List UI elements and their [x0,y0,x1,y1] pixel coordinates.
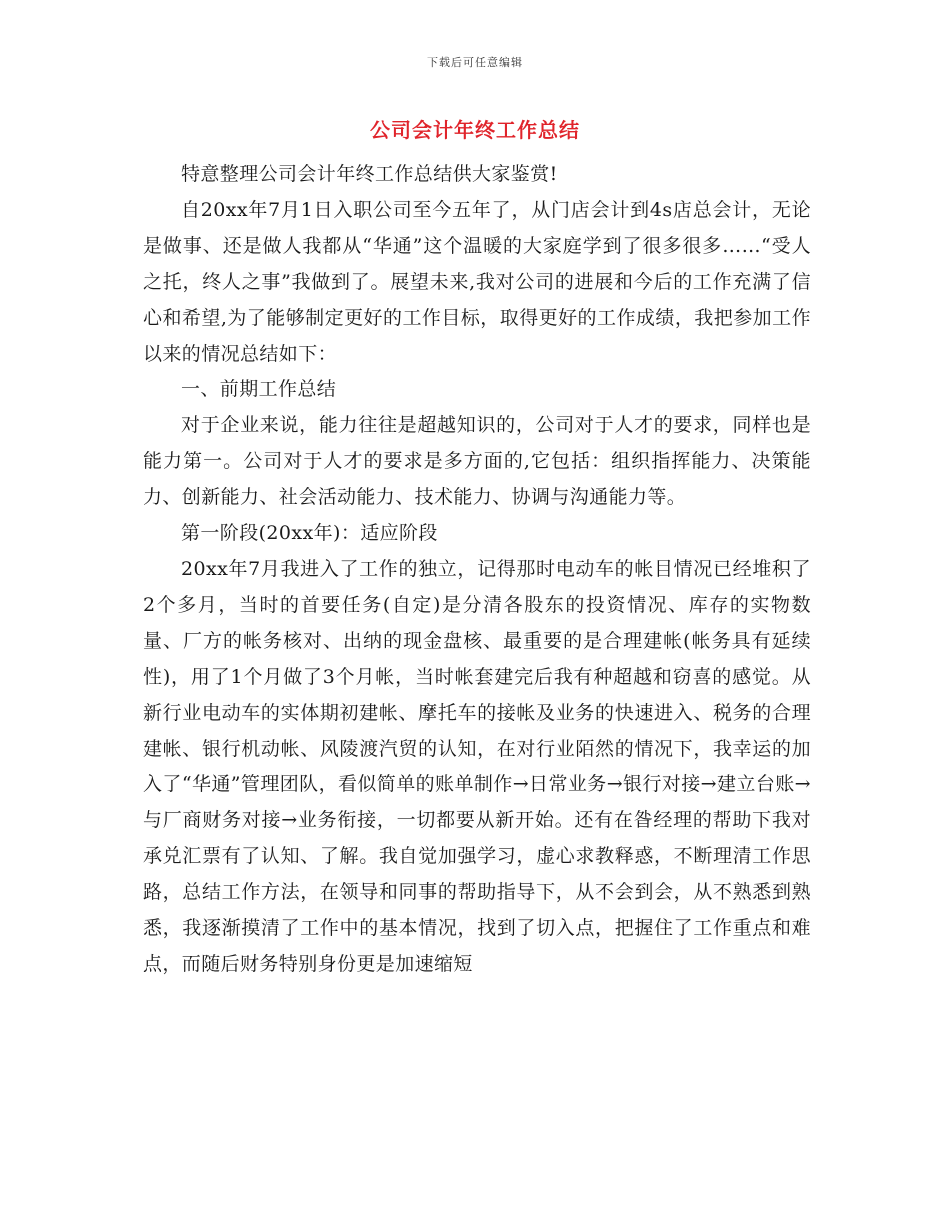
paragraph-intro: 特意整理公司会计年终工作总结供大家鉴赏! [181,163,558,185]
section-heading-1: 一、前期工作总结 [181,378,337,401]
header-note: 下载后可任意编辑 [427,56,523,69]
stage-heading-1: 第一阶段(20xx年)：适应阶段 [181,522,438,545]
document-body [143,157,811,983]
paragraph-overview: 自20xx年7月1日入职公司至今五年了，从门店会计到4s店总会计，无论是做事、还是做人我都从“华通”这个温暖的大家庭学到了很多很多……“受人之托，终人之事”我做到了。展望未来,我对公司的进展和今后的工作充满了信心和希望,为了能够制定更好的工作目标，取得更好的工作成绩，我把参加工作以来的情况总结如下： [143,198,811,365]
document-title: 公司会计年终工作总结 [370,118,580,142]
paragraph-stage-1: 20xx年7月我进入了工作的独立，记得那时电动车的帐目情况已经堆积了2个多月，当时的首要任务(自定)是分清各股东的投资情况、库存的实物数量、厂方的帐务核对、出纳的现金盘核、最重要的是合理建帐(帐务具有延续性)，用了1个月做了3个月帐，当时帐套建完后我有种超越和窃喜的感觉。从新行业电动车的实体期初建帐、摩托车的接帐及业务的快速进入、税务的合理建帐、银行机动帐、风陵渡汽贸的认知，在对行业陌然的情况下，我幸运的加入了“华通”管理团队，看似简单的账单制作→日常业务→银行对接→建立台账→与厂商财务对接→业务衔接，一切都要从新开始。还有在昝经理的帮助下我对承兑汇票有了认知、了解。我自觉加强学习，虚心求教释惑，不断理清工作思路，总结工作方法，在领导和同事的帮助指导下，从不会到会，从不熟悉到熟悉，我逐渐摸清了工作中的基本情况，找到了切入点，把握住了工作重点和难点，而随后财务特别身份更是加速缩短 [143,557,811,975]
paragraph-abilities: 对于企业来说，能力往往是超越知识的，公司对于人才的要求，同样也是能力第一。公司对于人才的要求是多方面的,它包括：组织指挥能力、决策能力、创新能力、社会活动能力、技术能力、协调与沟通能力等。 [143,414,811,509]
